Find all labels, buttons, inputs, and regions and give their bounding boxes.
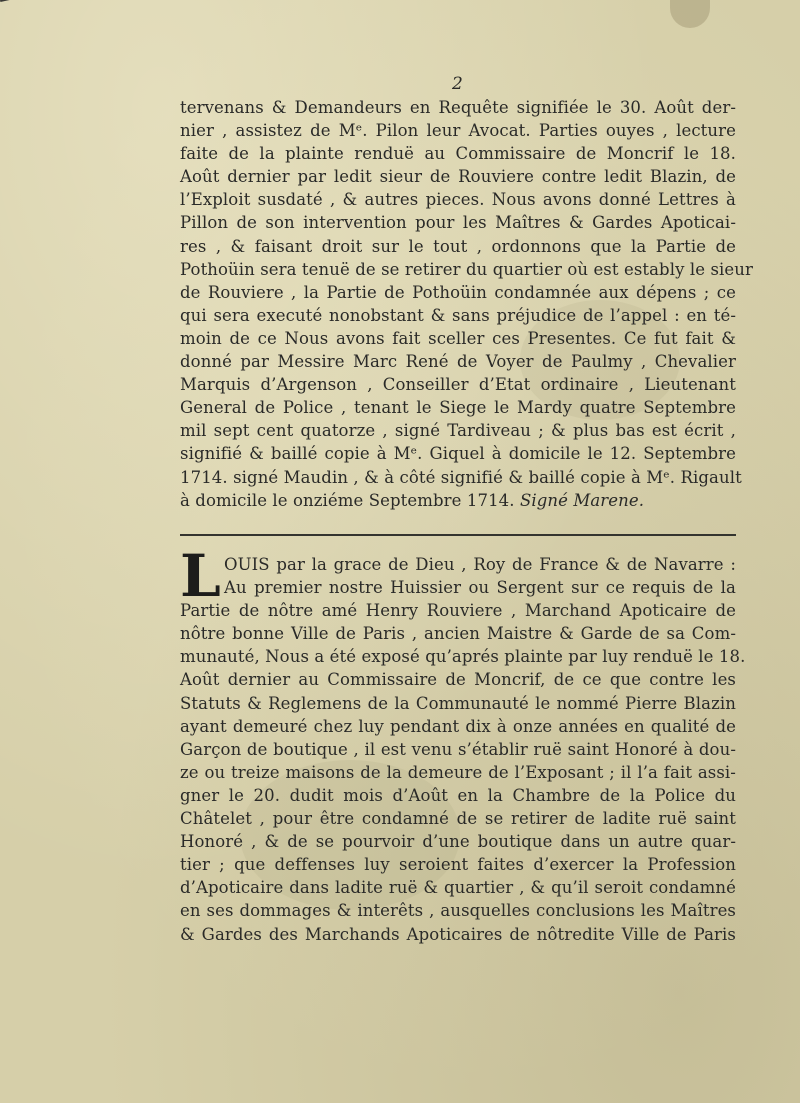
paper-edge-stain bbox=[670, 0, 710, 28]
text-line: res , & faisant droit sur le tout , ordonnons que la Partie de bbox=[180, 236, 736, 256]
text-line: moin de ce Nous avons fait sceller ces Presentes. Ce fut fait & bbox=[180, 328, 736, 348]
page-number: 2 bbox=[452, 74, 463, 94]
text-line: donné par Messire Marc René de Voyer de Paulmy , Chevalier bbox=[180, 352, 736, 372]
text-line: Août dernier par ledit sieur de Rouviere contre ledit Blazin, de bbox=[180, 167, 736, 187]
text-line: mil sept cent quatorze , signé Tardiveau ; & plus bas est écrit , bbox=[180, 421, 736, 441]
text-line: l’Exploit susdaté , & autres pieces. Nous avons donné Lettres à bbox=[180, 190, 736, 210]
text-line: tervenans & Demandeurs en Requête signifiée le 30. Août der- bbox=[180, 98, 736, 117]
text-line: signifié & baillé copie à Mᵉ. Giquel à domicile le 12. Septembre bbox=[180, 444, 736, 464]
text-line: 1714. signé Maudin , & à côté signifié & baillé copie à Mᵉ. Rigault bbox=[180, 467, 742, 487]
paragraph-2 bbox=[180, 542, 746, 946]
text-line: nier , assistez de Mᵉ. Pilon leur Avocat. Parties ouyes , lecture bbox=[180, 121, 736, 141]
text-line: ze ou treize maisons de la demeure de l’Exposant ; il l’a fait assi- bbox=[180, 762, 736, 782]
text-line: Pothoüin sera tenuë de se retirer du quartier où est estably le sieur bbox=[180, 259, 753, 279]
text-line: ayant demeuré chez luy pendant dix à onze années en qualité de bbox=[180, 716, 736, 736]
text-line: munauté, Nous a été exposé qu’aprés plainte par luy renduë le 18. bbox=[180, 647, 746, 667]
section-divider bbox=[180, 534, 736, 536]
text-line: qui sera executé nonobstant & sans préjudice de l’appel : en té- bbox=[180, 305, 736, 325]
text-line: Marquis d’Argenson , Conseiller d’Etat ordinaire , Lieutenant bbox=[180, 375, 736, 395]
text-line: en ses dommages & interêts , ausquelles conclusions les Maîtres bbox=[180, 901, 736, 921]
text-segment: à domicile le onziéme Septembre 1714. bbox=[180, 490, 515, 510]
text-line: d’Apoticaire dans ladite ruë & quartier , & qu’il seroit condamné bbox=[180, 878, 736, 898]
text-line: OUIS par la grace de Dieu , Roy de France & de Navarre : bbox=[224, 555, 736, 574]
text-line: Garçon de boutique , il est venu s’établir ruë saint Honoré à dou- bbox=[180, 739, 736, 759]
corner-ink-mark bbox=[0, 0, 32, 12]
text-line: Châtelet , pour être condamné de se retirer de ladite ruë saint bbox=[180, 809, 736, 829]
text-line: gner le 20. dudit mois d’Août en la Chambre de la Police du bbox=[180, 785, 736, 805]
text-line: & Gardes des Marchands Apoticaires de nôtredite Ville de Paris bbox=[180, 924, 736, 944]
text-line: faite de la plainte renduë au Commissaire de Moncrif le 18. bbox=[180, 144, 736, 164]
text-line: Pillon de son intervention pour les Maîtres & Gardes Apoticai- bbox=[180, 213, 736, 233]
text-line: Statuts & Reglemens de la Communauté le nommé Pierre Blazin bbox=[180, 693, 736, 713]
drop-cap-letter: L bbox=[180, 542, 221, 610]
text-line: nôtre bonne Ville de Paris , ancien Maistre & Garde de sa Com- bbox=[180, 624, 736, 644]
text-line: Au premier nostre Huissier ou Sergent sur ce requis de la bbox=[224, 578, 736, 598]
signature-text: Signé Marene. bbox=[519, 490, 645, 510]
text-line-last bbox=[180, 489, 736, 512]
paragraph-1 bbox=[180, 96, 753, 512]
text-line: Partie de nôtre amé Henry Rouviere , Marchand Apoticaire de bbox=[180, 601, 736, 621]
text-line: de Rouviere , la Partie de Pothoüin condamnée aux dépens ; ce bbox=[180, 282, 736, 302]
text-line: Honoré , & de se pourvoir d’une boutique dans un autre quar- bbox=[180, 832, 736, 852]
text-line: General de Police , tenant le Siege le Mardy quatre Septembre bbox=[180, 398, 736, 418]
text-line: tier ; que deffenses luy seroient faites d’exercer la Profession bbox=[180, 855, 736, 875]
text-line: Août dernier au Commissaire de Moncrif, de ce que contre les bbox=[180, 670, 736, 690]
